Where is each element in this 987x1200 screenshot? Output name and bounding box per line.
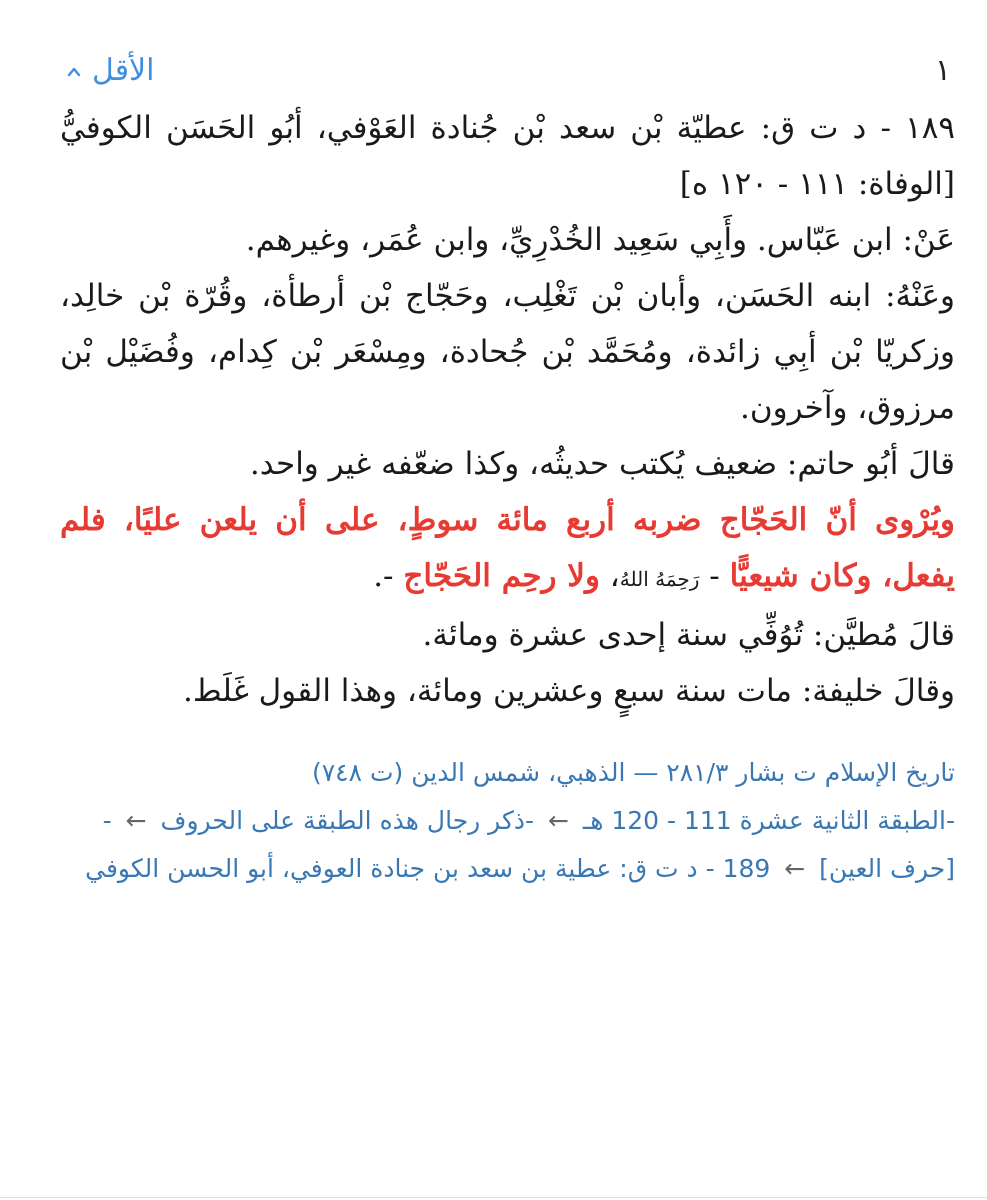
dash-separator: - [699,558,730,594]
khalifa-statement: وقالَ خليفة: مات سنة سبعٍ وعشرين ومائة، وهذا القول غَلَط. [183,673,955,709]
chevron-up-icon [66,64,82,80]
page-number: ١ [934,52,951,88]
top-bar [60,40,955,100]
highlight-text-2: ولا رحِم الحَجّاج [403,558,600,594]
narrated-from: عَنْ: ابن عَبّاس. وأَبِي سَعِيد الخُدْرِيِّ، وابن عُمَر، وغيرهم. [245,222,955,258]
bottom-divider [0,1197,987,1198]
biography-text [60,100,955,719]
breadcrumb-tabaqa[interactable]: -الطبقة الثانية عشرة 111 - 120 هـ [582,806,955,835]
arrow-left-icon: ← [784,854,806,883]
arrow-left-icon: ← [547,806,569,835]
breadcrumb-entry[interactable]: 189 - د ت ق: عطية بن سعد بن جنادة العوفي، أبو الحسن الكوفي [85,854,771,883]
arrow-left-icon: ← [125,806,147,835]
page [60,40,955,893]
abu-hatim-statement: قالَ أبُو حاتم: ضعيف يُكتب حديثُه، وكذا ضعّفه غير واحد. [249,446,955,482]
mutayyan-statement: قالَ مُطيَّن: تُوُفِّي سنة إحدى عشرة ومائة. [422,617,955,653]
end-dash: -. [373,558,404,594]
source-book-link[interactable]: تاريخ الإسلام ت بشار ٢٨١/٣ — الذهبي، شمس الدين (ت ٧٤٨) [311,758,955,787]
narrated-by: وعَنْهُ: ابنه الحَسَن، وأبان بْن تَغْلِب، وحَجّاج بْن أرطأة، وقُرّة بْن خالِد، وزكريّا بْن أبِي زائدة، ومُحَمَّد بْن جُحادة، ومِسْعَر بْن كِدام، وفُضَيْل بْن مرزوق، وآخرون. [60,278,955,426]
breadcrumb-harf-ayn[interactable]: -[حرف العين] [102,806,955,883]
highlighted-passage: ويُرْوى أنّ الحَجّاج ضربه أربع مائة سوطٍ، على أن يلعن عليًا، فلم يفعل، وكان شيعيًّا - رَحِمَهُ اللهُ، ولا رحِم الحَجّاج -. [60,502,955,594]
highlight-text-1: ويُرْوى أنّ الحَجّاج ضربه أربع مائة سوطٍ، على أن يلعن عليًا، فلم يفعل، وكان شيعيًّا [60,502,955,594]
honorific-glyph: رَحِمَهُ اللهُ [619,567,700,591]
entry-heading: ١٨٩ - د ت ق: عطيّة بْن سعد بْن جُنادة العَوْفي، أبُو الحَسَن الكوفيُّ [الوفاة: ١١١ - ١٢٠ ه] [60,110,955,202]
source-citation [60,749,955,893]
collapse-label: الأقل [92,52,155,88]
breadcrumb-rijal[interactable]: -ذكر رجال هذه الطبقة على الحروف [160,806,535,835]
collapse-button[interactable] [60,53,155,88]
